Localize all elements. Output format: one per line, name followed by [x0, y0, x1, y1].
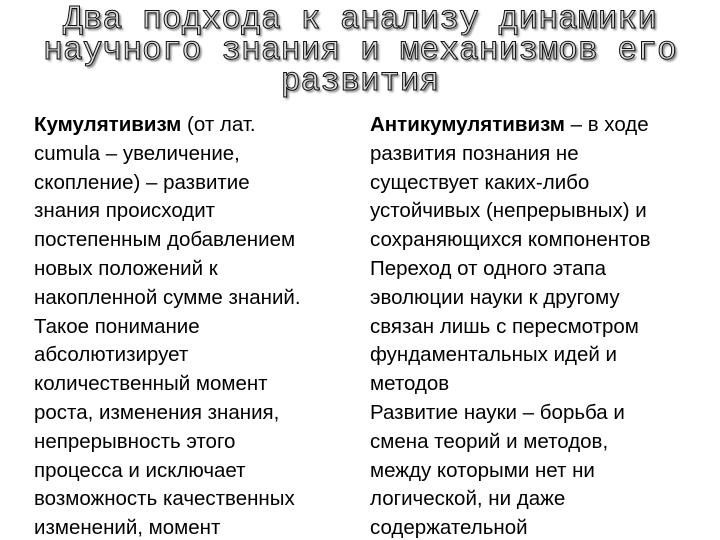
right-column-anticumulativism [370, 111, 651, 540]
right-line: фундаментальных идей и [370, 343, 618, 367]
right-line [370, 111, 651, 140]
right-line: развития познания не [370, 141, 579, 165]
term-cumulativism: Кумулятивизм [34, 113, 182, 136]
right-line: содержательной [370, 516, 528, 540]
right-line: смена теорий и методов, [370, 429, 609, 453]
left-column-cumulativism [34, 111, 301, 540]
title-line-3: развития [280, 63, 440, 100]
left-line: скопление) – развитие [34, 170, 250, 194]
right-line: Переход от одного этапа [370, 256, 606, 280]
left-line: постепенным добавлением [34, 228, 296, 252]
right-line: существует каких-либо [370, 170, 590, 194]
left-line [34, 111, 301, 140]
left-line: непрерывность этого [34, 429, 236, 453]
left-line: cumula – увеличение, [34, 141, 240, 165]
left-line: роста, изменения знания, [34, 400, 280, 424]
right-line: логической, ни даже [370, 487, 566, 511]
title-line-2: научного знания и механизмов его [43, 32, 677, 69]
left-line: процесса и исключает [34, 458, 246, 482]
right-line: Развитие науки – борьба и [370, 400, 625, 424]
right-line: эволюции науки к другому [370, 285, 620, 309]
right-line: между которыми нет ни [370, 458, 595, 482]
left-line: возможность качественных [34, 487, 295, 511]
left-line: знания происходит [34, 199, 216, 223]
left-line: количественный момент [34, 372, 268, 396]
left-line: изменений, момент [34, 516, 221, 540]
left-line: новых положений к [34, 256, 218, 280]
right-line: связан лишь с пересмотром [370, 314, 639, 338]
right-line: устойчивых (непрерывных) и [370, 199, 647, 223]
title-line-1: Два подхода к анализу динамики [62, 1, 658, 38]
term-anticumulativism: Антикумулятивизм [370, 113, 565, 136]
left-line-text: (от лат. [181, 113, 256, 136]
left-line: абсолютизирует [34, 343, 189, 367]
left-line: Такое понимание [34, 314, 200, 338]
right-line: сохраняющихся компонентов [370, 228, 651, 252]
right-line-text: – в ходе [564, 113, 649, 136]
right-line: методов [370, 372, 450, 396]
left-line: накопленной сумме знаний. [34, 285, 301, 309]
slide-title [0, 1, 720, 100]
